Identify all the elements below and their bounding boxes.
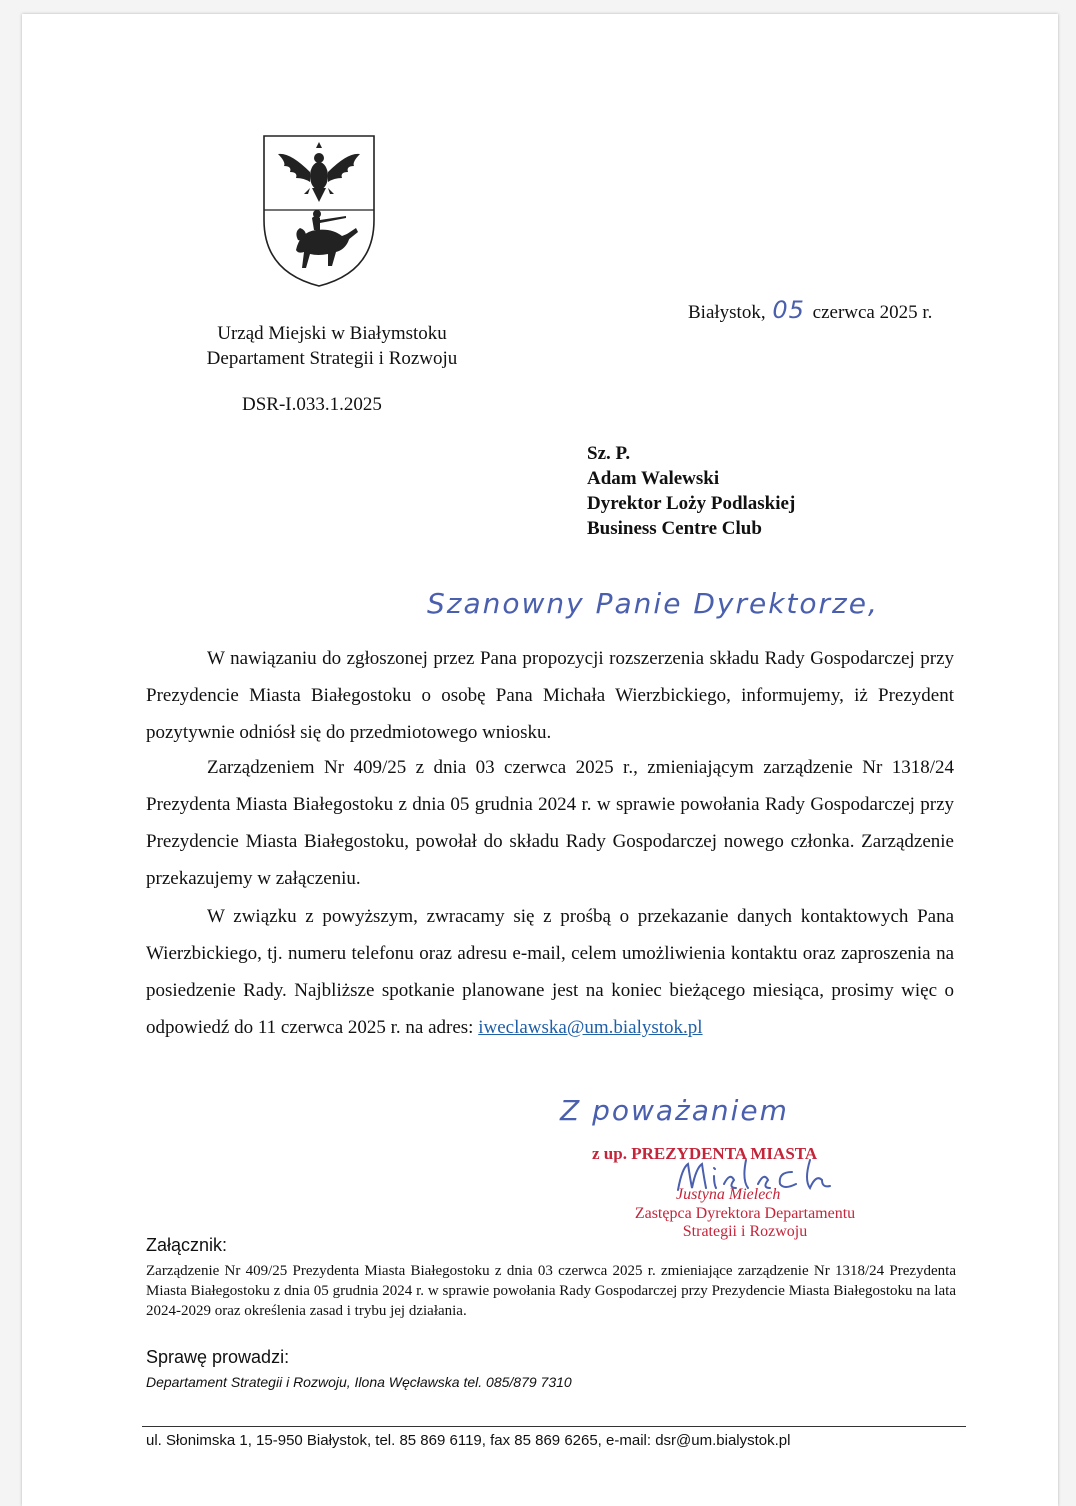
date-day-handwritten: 05: [772, 296, 805, 324]
addressee-organization: Business Centre Club: [587, 518, 762, 539]
addressee-name: Adam Walewski: [587, 468, 720, 489]
coat-of-arms-icon: [260, 132, 378, 290]
body-paragraph-3: [146, 898, 954, 1046]
handled-by-title: Sprawę prowadzi:: [146, 1347, 290, 1367]
regards-handwritten: Z poważaniem: [560, 1094, 789, 1127]
signatory-role: [590, 1205, 900, 1241]
addressee-honorific: Sz. P.: [587, 443, 631, 464]
attachment-title: Załącznik:: [146, 1235, 228, 1255]
letter-page: [22, 14, 1058, 1506]
addressee-block: [587, 441, 795, 541]
addressee-title: Dyrektor Loży Podlaskiej: [587, 493, 796, 514]
footer-contact: ul. Słonimska 1, 15-950 Białystok, tel. 85 869 6119, fax 85 869 6265, e-mail: dsr@um.bialystok.pl: [146, 1432, 791, 1449]
body-paragraph-1: [146, 640, 954, 751]
body-paragraph-2: [146, 749, 954, 897]
paragraph-1-text: W nawiązaniu do zgłoszonej przez Pana propozycji rozszerzenia składu Rady Gospodarczej przy Prezydencie Miasta Białegostoku o osobę Pana Michała Wierzbickiego, informujemy, iż Prezydent pozytywnie odniósł się do przedmiotowego wniosku.: [146, 648, 954, 743]
handled-by-text: Departament Strategii i Rozwoju, Ilona Węcławska tel. 085/879 7310: [146, 1374, 572, 1390]
contact-email-link[interactable]: iweclawska@um.bialystok.pl: [478, 1017, 703, 1038]
office-name: Urząd Miejski w Białymstoku: [217, 323, 447, 344]
attachment-text: Zarządzenie Nr 409/25 Prezydenta Miasta Białegostoku z dnia 03 czerwca 2025 r. zmieniające zarządzenie Nr 1318/24 Prezydenta Miasta Białegostoku z dnia 05 grudnia 2024 r. w sprawie powołania Rady Gospodarczej przy Prezydencie Miasta Białegostoku na lata 2024-2029 oraz określenia zasad i trybu jej działania.: [146, 1263, 956, 1319]
department-name: Departament Strategii i Rozwoju: [206, 348, 458, 369]
stamp-title: z up. PREZYDENTA MIASTA: [592, 1144, 818, 1163]
date-suffix: czerwca 2025 r.: [812, 302, 933, 323]
signatory-role-line2: Strategii i Rozwoju: [682, 1223, 808, 1240]
signatory-role-line1: Zastępca Dyrektora Departamentu: [634, 1205, 856, 1222]
date-prefix: Białystok,: [688, 302, 766, 323]
signatory-name: Justyna Mielech: [676, 1186, 781, 1203]
paragraph-3-text: W związku z powyższym, zwracamy się z prośbą o przekazanie danych kontaktowych Pana Wierzbickiego, tj. numeru telefonu oraz adresu e-mail, celem umożliwienia kontaktu oraz zaproszenia na posiedzenie Rady. Najbliższe spotkanie planowane jest na koniec bieżącego miesiąca, prosimy więc o odpowiedź do 11 czerwca 2025 r. na adres:: [146, 906, 954, 1038]
paragraph-2-text: Zarządzeniem Nr 409/25 z dnia 03 czerwca 2025 r., zmieniającym zarządzenie Nr 1318/24 Prezydenta Miasta Białegostoku z dnia 05 grudnia 2024 r. w sprawie powołania Rady Gospodarczej przy Prezydencie Miasta Białegostoku, powołał do składu Rady Gospodarczej nowego członka. Zarządzenie przekazujemy w załączeniu.: [146, 757, 954, 889]
letter-date: [688, 296, 932, 324]
office-block: [82, 321, 582, 371]
reference-number: DSR-I.033.1.2025: [242, 394, 382, 415]
footer-divider: [142, 1426, 966, 1427]
salutation-handwritten: Szanowny Panie Dyrektorze,: [427, 587, 879, 620]
